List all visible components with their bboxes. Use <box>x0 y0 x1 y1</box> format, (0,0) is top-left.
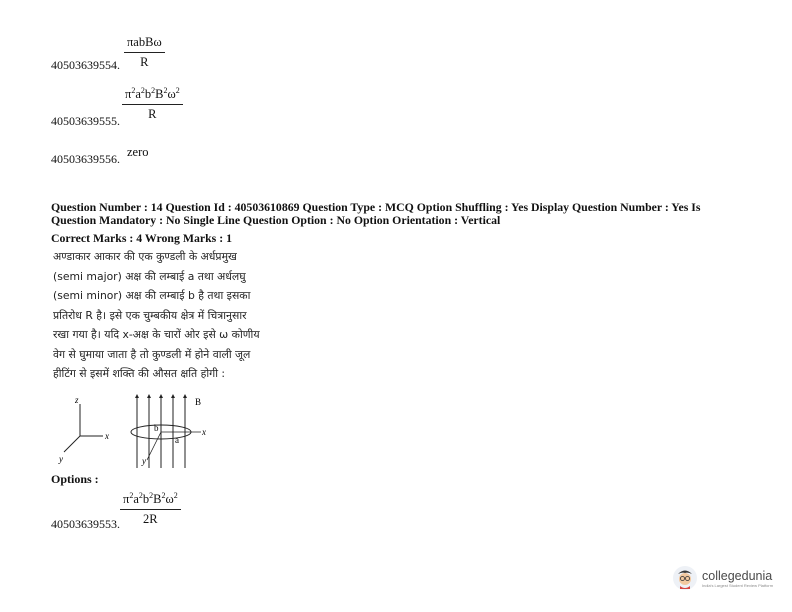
logo-text: collegedunia <box>702 568 773 583</box>
option-prev-2-formula <box>122 86 183 122</box>
axis-label-x: x <box>105 431 109 441</box>
coil-label-a: a <box>175 435 179 445</box>
question-line: हीटिंग से इसमें शक्ति की औसत क्षति होगी : <box>53 367 226 380</box>
mascot-icon <box>672 565 698 591</box>
formula-denominator: 2R <box>143 512 158 526</box>
formula-denominator: R <box>148 107 157 121</box>
axes-diagram <box>64 404 103 452</box>
formula-numerator: πabBω <box>124 35 165 53</box>
option-prev-3-text: zero <box>127 145 149 159</box>
option-prev-2-id: 40503639555. <box>51 114 120 128</box>
option-1-formula <box>120 491 181 527</box>
formula-numerator: $\pi^2a^2b^2B^2\omega^2$ <box>120 491 181 510</box>
question-line: प्रतिरोध R है। इसे एक चुम्बकीय क्षेत्र में चित्रानुसार <box>53 308 247 322</box>
formula-numerator: $\pi^2a^2b^2B^2\omega^2$ <box>122 86 183 105</box>
option-prev-1-formula <box>124 35 165 70</box>
field-label-b: B <box>195 397 202 407</box>
coil-label-x: x <box>202 427 206 437</box>
question-meta-line-2: Question Mandatory : No Single Line Question Option : No Option Orientation : Vertical <box>51 213 501 227</box>
question-marks: Correct Marks : 4 Wrong Marks : 1 <box>51 231 232 245</box>
question-meta-line-1: Question Number : 14 Question Id : 40503610869 Question Type : MCQ Option Shuffling : Yes Display Question Number : Yes Is <box>51 200 701 214</box>
option-prev-3-id: 40503639556. <box>51 152 120 166</box>
logo-tagline: India's Largest Student Review Platform <box>702 582 774 588</box>
question-line: वेग से घुमाया जाता है तो कुण्डली में होने वाली जूल <box>53 347 251 361</box>
options-label: Options : <box>51 472 99 486</box>
option-1-id: 40503639553. <box>51 517 120 531</box>
question-text <box>53 247 260 384</box>
coil-label-y: y <box>142 456 146 466</box>
axis-label-y: y <box>59 454 63 464</box>
question-line: अण्डाकार आकार की एक कुण्डली के अर्धप्रमुख <box>53 250 237 263</box>
option-prev-1-id: 40503639554. <box>51 58 120 72</box>
axis-label-z: z <box>75 395 79 405</box>
collegedunia-logo <box>672 565 773 591</box>
question-line: रखा गया है। यदि x-अक्ष के चारों ओर इसे ω कोणीय <box>53 328 260 341</box>
question-line: (semi major) अक्ष की लम्बाई a तथा अर्धलघु <box>53 269 246 283</box>
question-line: (semi minor) अक्ष की लम्बाई b है तथा इसका <box>53 289 251 302</box>
coil-label-b: b <box>154 423 159 433</box>
question-figure <box>55 390 215 470</box>
formula-denominator: R <box>140 55 149 69</box>
